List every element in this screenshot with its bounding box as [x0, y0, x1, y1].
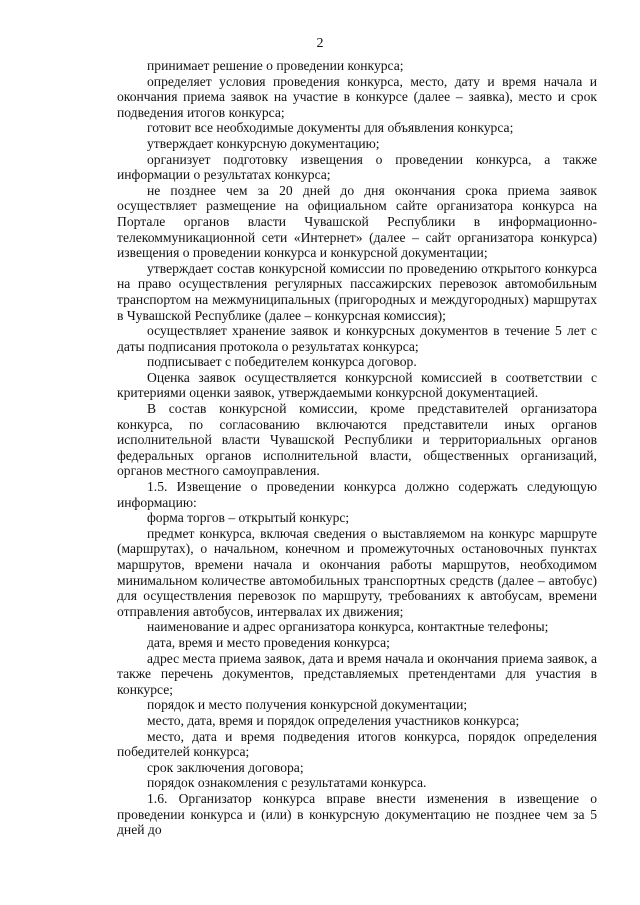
document-body — [117, 58, 597, 838]
paragraph: адрес места приема заявок, дата и время начала и окончания приема заявок, а также перечень документов, представляемых претендентами для участия в конкурсе; — [117, 650, 597, 697]
paragraph: дата, время и место проведения конкурса; — [147, 634, 390, 650]
paragraph: утверждает состав конкурсной комиссии по проведению открытого конкурса на право осуществления регулярных пассажирских перевозок автомобильным транспортом на межмуниципальных (пригородных и междугородных) маршрутах в Чувашской Республике (далее – конкурсная комиссия); — [117, 260, 597, 323]
paragraph: утверждает конкурсную документацию; — [147, 135, 380, 151]
paragraph: Оценка заявок осуществляется конкурсной комиссией в соответствии с критериями оценки заявок, утверждаемыми конкурсной документацией. — [117, 369, 597, 401]
paragraph: осуществляет хранение заявок и конкурсных документов в течение 5 лет с даты подписания протокола о результатах конкурса; — [117, 323, 597, 354]
paragraph: место, дата, время и порядок определения участников конкурса; — [147, 712, 520, 728]
section-1-5: 1.5. Извещение о проведении конкурса должно содержать следующую информацию: — [117, 479, 597, 510]
paragraph: В состав конкурсной комиссии, кроме представителей организатора конкурса, по согласованию включаются представители иных органов исполнительной власти Чувашской Республики и территориальных органов федеральных органов исполнительной власти, общественных организаций, органов местного самоуправления. — [117, 401, 597, 479]
paragraph: срок заключения договора; — [147, 759, 304, 775]
paragraph: принимает решение о проведении конкурса; — [147, 58, 404, 73]
paragraph: форма торгов – открытый конкурс; — [147, 510, 350, 526]
paragraph: предмет конкурса, включая сведения о выставляемом на конкурс маршруте (маршрутах), о начальном, конечном и промежуточных остановочных пунктах маршрутов, времени начала и окончания работы маршрутов, необходимом минимальном количестве автомобильных транспортных средств (далее – автобус) для осуществления перевозок по маршруту, требованиях к автобусам, времени отправления автобусов, интервалах их движения; — [117, 525, 597, 619]
section-1-6: 1.6. Организатор конкурса вправе внести изменения в извещение о проведении конкурса и (или) в конкурсную документацию не позднее чем за 5 дней до — [117, 790, 597, 838]
paragraph: определяет условия проведения конкурса, место, дату и время начала и окончания приема заявок на участие в конкурсе (далее – заявка), место и срок подведения итогов конкурса; — [117, 73, 597, 120]
paragraph: порядок ознакомления с результатами конкурса. — [147, 775, 427, 791]
paragraph: место, дата и время подведения итогов конкурса, порядок определения победителей конкурса; — [117, 728, 597, 760]
paragraph: наименование и адрес организатора конкурса, контактные телефоны; — [147, 619, 549, 635]
page-number: 2 — [316, 36, 324, 51]
paragraph: готовит все необходимые документы для объявления конкурса; — [147, 120, 514, 136]
paragraph: подписывает с победителем конкурса договор. — [147, 354, 417, 370]
paragraph: организует подготовку извещения о проведении конкурса, а также информации о результатах конкурса; — [117, 151, 597, 183]
paragraph: порядок и место получения конкурсной документации; — [147, 697, 468, 713]
paragraph: не позднее чем за 20 дней до дня окончания срока приема заявок осуществляет размещение на официальном сайте организатора конкурса на Портале органов власти Чувашской Республики в информационно-телекоммуникационной сети «Интернет» (далее – сайт организатора конкурса) извещения о проведении конкурса и конкурсной документации; — [117, 182, 597, 261]
